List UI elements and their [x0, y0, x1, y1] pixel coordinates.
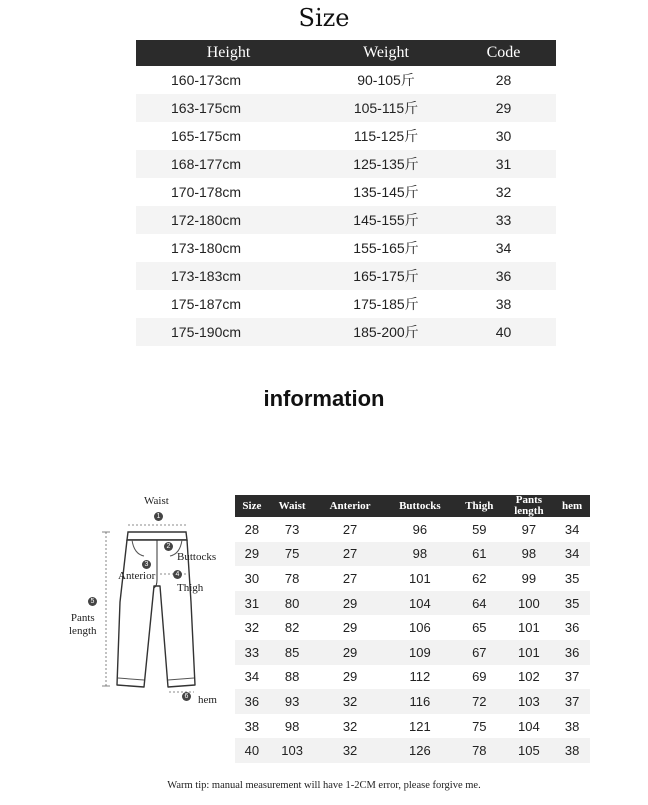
height-cell: 173-183cm	[136, 262, 321, 290]
hem-cell: 36	[554, 640, 590, 665]
anterior-cell: 27	[342, 521, 358, 537]
waist-cell: 88	[284, 669, 300, 685]
header-anterior: Anterior	[315, 495, 384, 517]
height-cell: 172-180cm	[136, 206, 321, 234]
height-cell: 175-187cm	[171, 296, 242, 312]
waist-cell: 103	[269, 738, 316, 763]
buttocks-cell: 109	[385, 640, 455, 665]
size-row	[136, 122, 556, 150]
code-cell: 34	[495, 240, 512, 256]
thigh-cell: 78	[455, 738, 504, 763]
measurement-row	[235, 615, 590, 640]
pants-measurement-diagram	[60, 490, 235, 720]
code-cell: 36	[451, 262, 556, 290]
buttocks-cell: 126	[385, 738, 455, 763]
pants-length-cell: 98	[504, 542, 555, 567]
buttocks-cell: 101	[408, 570, 431, 586]
anterior-cell: 27	[342, 570, 358, 586]
code-cell: 33	[451, 206, 556, 234]
label-anterior: Anterior	[118, 570, 156, 582]
waist-cell: 85	[269, 640, 316, 665]
anterior-cell: 32	[342, 718, 358, 734]
code-cell: 31	[451, 150, 556, 178]
code-cell: 29	[451, 94, 556, 122]
weight-cell: 165-175斤	[321, 262, 451, 290]
thigh-cell: 75	[472, 718, 487, 734]
weight-cell: 135-145斤	[353, 184, 419, 200]
hem-cell: 38	[564, 718, 580, 734]
weight-cell: 175-185斤	[353, 296, 419, 312]
header-pants-length: Pants length	[504, 495, 555, 517]
badge-3: 3	[142, 560, 151, 569]
thigh-cell: 64	[455, 591, 504, 616]
pants-length-cell: 102	[518, 669, 540, 685]
weight-cell: 155-165斤	[353, 240, 419, 256]
size-row	[136, 290, 556, 318]
label-hem: hem	[198, 694, 217, 706]
waist-cell: 78	[284, 570, 300, 586]
badge-1: 1	[154, 512, 163, 521]
weight-cell: 125-135斤	[321, 150, 451, 178]
code-cell: 32	[495, 184, 512, 200]
size-title: Size	[298, 4, 350, 32]
badge-4: 4	[173, 570, 182, 579]
waist-cell: 93	[269, 689, 316, 714]
thigh-cell: 61	[455, 542, 504, 567]
size-cell: 34	[244, 669, 260, 685]
hem-cell: 35	[554, 591, 590, 616]
thigh-cell: 62	[472, 570, 487, 586]
information-title: information	[263, 386, 385, 411]
size-table	[136, 40, 556, 346]
size-row	[136, 66, 556, 94]
buttocks-cell: 116	[385, 689, 455, 714]
weight-cell: 105-115斤	[321, 94, 451, 122]
label-pants-length: Pants length	[69, 612, 97, 637]
waist-cell: 73	[284, 521, 300, 537]
hem-cell: 37	[564, 669, 580, 685]
anterior-cell: 27	[315, 542, 384, 567]
measurement-row	[235, 714, 590, 739]
anterior-cell: 29	[342, 669, 358, 685]
size-row	[136, 178, 556, 206]
anterior-cell: 29	[342, 620, 358, 636]
header-thigh: Thigh	[455, 495, 504, 517]
header-size: Size	[235, 495, 269, 517]
label-buttocks: Buttocks	[177, 551, 217, 563]
measurement-table-header	[235, 495, 590, 517]
hem-cell: 37	[554, 689, 590, 714]
header-weight: Weight	[321, 40, 451, 66]
thigh-cell: 65	[472, 620, 487, 636]
thigh-cell: 67	[455, 640, 504, 665]
header-hem: hem	[554, 495, 590, 517]
pants-length-cell: 101	[518, 620, 540, 636]
height-cell: 163-175cm	[136, 94, 321, 122]
header-waist: Waist	[269, 495, 316, 517]
thigh-cell: 72	[455, 689, 504, 714]
size-row	[136, 318, 556, 346]
size-cell: 31	[235, 591, 269, 616]
anterior-cell: 29	[315, 591, 384, 616]
buttocks-cell: 104	[385, 591, 455, 616]
measurement-row	[235, 689, 590, 714]
anterior-cell: 29	[315, 640, 384, 665]
code-cell: 30	[495, 128, 512, 144]
hem-cell: 34	[554, 542, 590, 567]
waist-cell: 80	[269, 591, 316, 616]
waist-cell: 82	[284, 620, 300, 636]
pants-length-cell: 105	[504, 738, 555, 763]
measurement-row	[235, 738, 590, 763]
hem-cell: 35	[564, 570, 580, 586]
size-row	[136, 150, 556, 178]
buttocks-cell: 121	[408, 718, 431, 734]
size-row	[136, 262, 556, 290]
measurement-row	[235, 640, 590, 665]
warm-tip: Warm tip: manual measurement will have 1-2CM error, please forgive me.	[167, 780, 481, 791]
pants-length-cell: 100	[504, 591, 555, 616]
weight-cell: 115-125斤	[353, 128, 419, 144]
measurement-table	[235, 495, 590, 763]
height-cell: 168-177cm	[136, 150, 321, 178]
height-cell: 170-178cm	[171, 184, 242, 200]
height-cell: 175-190cm	[136, 318, 321, 346]
measurement-row	[235, 517, 590, 542]
anterior-cell: 32	[315, 738, 384, 763]
waist-cell: 98	[284, 718, 300, 734]
header-height: Height	[136, 40, 321, 66]
buttocks-cell: 112	[409, 669, 431, 685]
badge-6: 6	[182, 692, 191, 701]
label-thigh: Thigh	[177, 582, 204, 594]
label-waist: Waist	[144, 495, 169, 507]
pants-length-cell: 99	[521, 570, 537, 586]
badge-2: 2	[164, 542, 173, 551]
measurement-row	[235, 566, 590, 591]
code-cell: 38	[495, 296, 512, 312]
header-buttocks: Buttocks	[385, 495, 455, 517]
size-cell: 40	[235, 738, 269, 763]
size-cell: 28	[244, 521, 260, 537]
hem-cell: 34	[564, 521, 580, 537]
badge-5: 5	[88, 597, 97, 606]
size-cell: 38	[244, 718, 260, 734]
anterior-cell: 32	[315, 689, 384, 714]
buttocks-cell: 96	[412, 521, 428, 537]
size-cell: 32	[244, 620, 260, 636]
measurement-row	[235, 665, 590, 690]
size-row	[136, 94, 556, 122]
size-cell: 36	[235, 689, 269, 714]
pants-length-cell: 101	[504, 640, 555, 665]
code-cell: 28	[495, 72, 512, 88]
thigh-cell: 69	[472, 669, 487, 685]
size-row	[136, 206, 556, 234]
pants-outline	[60, 490, 235, 720]
thigh-cell: 59	[472, 521, 487, 537]
size-row	[136, 234, 556, 262]
size-cell: 29	[235, 542, 269, 567]
hem-cell: 36	[564, 620, 580, 636]
size-cell: 33	[235, 640, 269, 665]
code-cell: 40	[451, 318, 556, 346]
waist-cell: 75	[269, 542, 316, 567]
pants-length-cell: 103	[504, 689, 555, 714]
size-cell: 30	[244, 570, 260, 586]
height-cell: 173-180cm	[171, 240, 242, 256]
weight-cell: 90-105斤	[357, 72, 415, 88]
header-code: Code	[451, 40, 556, 66]
buttocks-cell: 98	[385, 542, 455, 567]
hem-cell: 38	[554, 738, 590, 763]
size-table-header	[136, 40, 556, 66]
buttocks-cell: 106	[408, 620, 431, 636]
weight-cell: 145-155斤	[321, 206, 451, 234]
height-cell: 165-175cm	[171, 128, 242, 144]
weight-cell: 185-200斤	[321, 318, 451, 346]
pants-length-cell: 104	[518, 718, 540, 734]
pants-length-cell: 97	[521, 521, 537, 537]
height-cell: 160-173cm	[171, 72, 242, 88]
measurement-row	[235, 542, 590, 567]
measurement-row	[235, 591, 590, 616]
